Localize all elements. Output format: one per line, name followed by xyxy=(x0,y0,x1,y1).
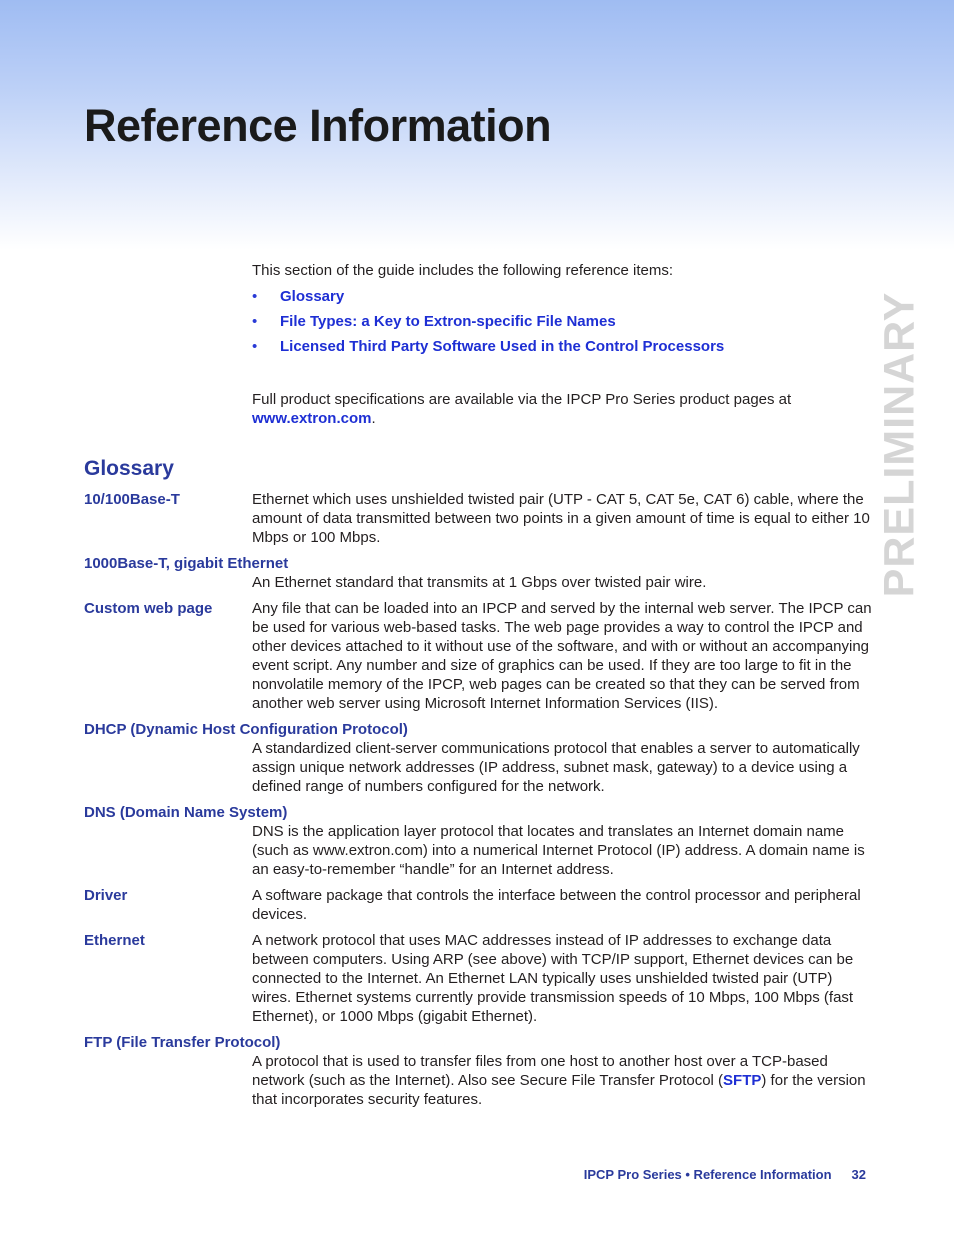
glossary-heading: Glossary xyxy=(84,457,174,480)
glossary-entry xyxy=(84,490,872,547)
glossary-definition: DNS is the application layer protocol that locates and translates an Internet domain name (such as www.extron.com) into a numerical Internet Protocol (IP) address. A domain name is an easy-to-remember “handle” for an Internet address. xyxy=(252,823,865,878)
glossary-term: DHCP (Dynamic Host Configuration Protocol) xyxy=(84,721,408,738)
glossary-entry xyxy=(84,554,872,592)
bullet-icon: • xyxy=(252,313,258,330)
ftp-definition-start: A protocol that is used to transfer files from one host to another host over a TCP-based network (such as the Internet). Also see Secure File Transfer Protocol ( xyxy=(252,1053,828,1089)
glossary-entry xyxy=(84,803,872,879)
glossary-term: Driver xyxy=(84,887,128,904)
bullet-icon: • xyxy=(252,338,258,355)
extron-website-link[interactable]: www.extron.com xyxy=(252,410,372,427)
reference-list-item xyxy=(252,312,872,331)
bullet-icon: • xyxy=(252,288,258,305)
footer-text: IPCP Pro Series • Reference Information xyxy=(583,1167,832,1182)
glossary-term: Custom web page xyxy=(84,600,213,617)
intro-section xyxy=(252,261,872,362)
glossary-definition: An Ethernet standard that transmits at 1 Gbps over twisted pair wire. xyxy=(252,574,707,591)
ftp-definition-end: ) for the version that incorporates security features. xyxy=(252,1072,866,1108)
glossary-definition xyxy=(252,1052,872,1109)
glossary-term: FTP (File Transfer Protocol) xyxy=(84,1034,281,1051)
glossary-list xyxy=(84,490,872,1116)
reference-list xyxy=(252,287,872,356)
glossary-term: Ethernet xyxy=(84,932,145,949)
preliminary-watermark xyxy=(868,291,932,598)
intro-text: This section of the guide includes the following reference items: xyxy=(252,262,674,279)
page-number: 32 xyxy=(851,1167,866,1182)
specs-period: . xyxy=(371,410,376,427)
glossary-term: 10/100Base-T xyxy=(84,491,180,508)
glossary-link[interactable]: Glossary xyxy=(280,288,345,305)
licensed-software-link[interactable]: Licensed Third Party Software Used in the Control Processors xyxy=(280,338,725,355)
glossary-definition: A standardized client-server communications protocol that enables a server to automatically assign unique network addresses (IP address, subnet mask, gateway) to a device using a defined range of numbers configured for the network. xyxy=(252,740,860,795)
specs-text-body: Full product specifications are available via the IPCP Pro Series product pages at xyxy=(252,391,792,408)
glossary-entry xyxy=(84,886,872,924)
watermark-text: PRELIMINARY xyxy=(875,291,924,598)
sftp-link[interactable]: SFTP xyxy=(723,1072,762,1089)
glossary-definition: Ethernet which uses unshielded twisted pair (UTP - CAT 5, CAT 5e, CAT 6) cable, where the amount of data transmitted between two points in a given amount of time is equal to either 10 Mbps or 100 Mbps. xyxy=(252,491,870,546)
glossary-term: 1000Base-T, gigabit Ethernet xyxy=(84,555,289,572)
specs-paragraph xyxy=(252,390,872,428)
page-title: Reference Information xyxy=(84,100,552,151)
reference-list-item xyxy=(252,287,872,306)
glossary-entry xyxy=(84,720,872,796)
glossary-definition: Any file that can be loaded into an IPCP and served by the internal web server. The IPCP can be used for various web-based tasks. The web page provides a way to control the IPCP and other devices attached to it without use of the software, and with or without an accompanying event script. Any number and size of graphics can be used. If they are too large to fit in the nonvolatile memory of the IPCP, web pages can be created so that they can be served from another web server using Microsoft Internet Information Services (IIS). xyxy=(252,600,872,712)
glossary-term: DNS (Domain Name System) xyxy=(84,804,288,821)
glossary-entry xyxy=(84,1033,872,1109)
specs-text xyxy=(252,390,872,428)
glossary-entry xyxy=(84,599,872,713)
glossary-definition: A software package that controls the interface between the control processor and peripheral devices. xyxy=(252,887,861,923)
page-footer xyxy=(584,1167,866,1182)
glossary-entry xyxy=(84,931,872,1026)
reference-list-item xyxy=(252,337,872,356)
file-types-link[interactable]: File Types: a Key to Extron-specific File Names xyxy=(280,313,616,330)
glossary-definition: A network protocol that uses MAC addresses instead of IP addresses to exchange data between computers. Using ARP (see above) with TCP/IP support, Ethernet devices can be connected to the Internet. An Ethernet LAN typically uses unshielded twisted pair (UTP) wires. Ethernet systems currently provide transmission speeds of 10 Mbps, 100 Mbps (fast Ethernet), or 1000 Mbps (gigabit Ethernet). xyxy=(252,932,854,1025)
